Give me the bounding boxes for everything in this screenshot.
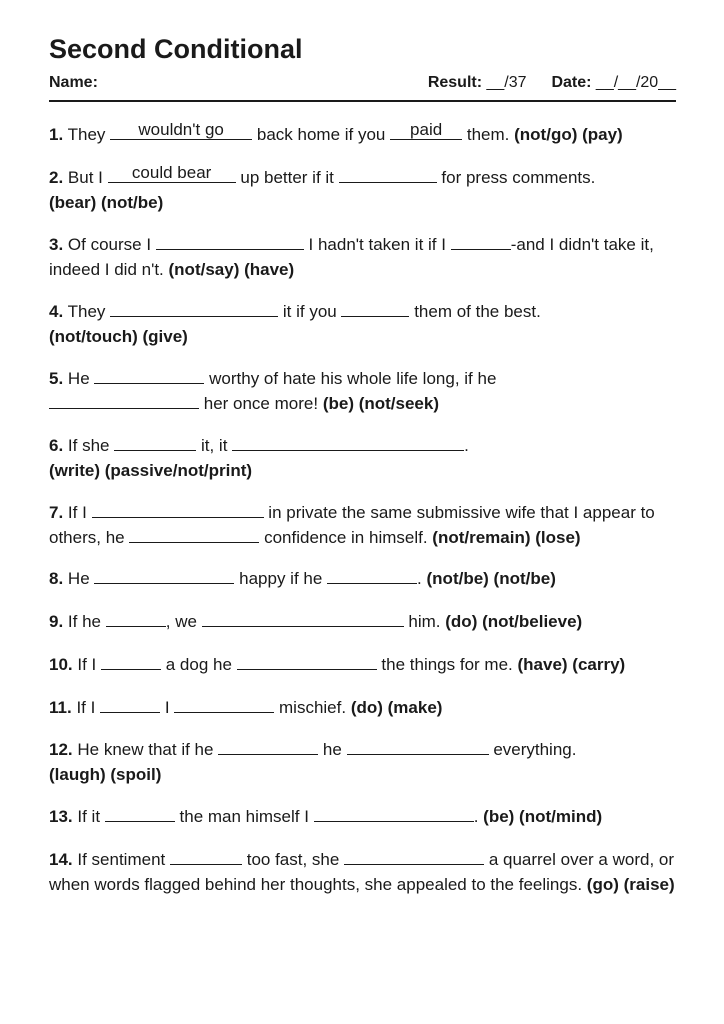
- question-number: 13.: [49, 807, 73, 826]
- question-text: up better if it: [240, 168, 334, 187]
- verb-hint: (do) (not/believe): [445, 612, 583, 631]
- answer-text: could bear: [131, 163, 212, 182]
- answer-blank[interactable]: [451, 232, 511, 250]
- question-number: 9.: [49, 612, 64, 631]
- verb-hint: (have) (carry): [517, 655, 626, 674]
- question-text: them.: [466, 125, 510, 144]
- question-text: too fast, she: [246, 850, 340, 869]
- question-text: But I: [67, 168, 103, 187]
- question-14: [49, 847, 676, 897]
- question-text: If it: [77, 807, 101, 826]
- answer-blank[interactable]: [106, 609, 166, 627]
- question-text: If he: [67, 612, 102, 631]
- answer-blank[interactable]: [170, 847, 242, 865]
- answer-blank[interactable]: [156, 232, 304, 250]
- question-text: He knew that if he: [77, 740, 214, 759]
- answer-blank[interactable]: [232, 433, 464, 451]
- question-text: a quarrel over a word, or when words flagged behind her thoughts, she appealed to the feelings.: [49, 850, 675, 894]
- question-5: [49, 366, 676, 416]
- question-text: .: [417, 569, 422, 588]
- answer-blank[interactable]: [101, 652, 161, 670]
- answer-blank[interactable]: [314, 804, 474, 822]
- verb-hint: (not/say) (have): [168, 260, 295, 279]
- question-number: 3.: [49, 235, 64, 254]
- question-text: confidence in himself.: [264, 528, 428, 547]
- question-text: for press comments.: [441, 168, 596, 187]
- verb-hint: (be) (not/mind): [483, 807, 603, 826]
- question-number: 2.: [49, 168, 64, 187]
- question-text: he: [322, 740, 342, 759]
- answer-text: wouldn't go: [138, 120, 224, 139]
- answer-blank[interactable]: [341, 299, 409, 317]
- page-title: Second Conditional: [49, 34, 303, 64]
- answer-blank[interactable]: [100, 695, 160, 713]
- answer-blank[interactable]: [108, 165, 236, 183]
- question-number: 1.: [49, 125, 64, 144]
- question-text: I: [164, 698, 170, 717]
- question-text: it, it: [200, 436, 228, 455]
- answer-blank[interactable]: [327, 566, 417, 584]
- verb-hint: (not/touch) (give): [49, 327, 188, 346]
- question-text: .: [473, 807, 479, 826]
- question-number: 6.: [49, 436, 64, 455]
- question-text: I hadn't taken it if I: [308, 235, 446, 254]
- question-text: mischief.: [279, 698, 347, 717]
- question-10: [49, 652, 676, 677]
- question-6: [49, 433, 676, 483]
- answer-blank[interactable]: [129, 525, 259, 543]
- question-number: 4.: [49, 302, 64, 321]
- question-text: worthy of hate his whole life long, if he: [209, 369, 497, 388]
- answer-blank[interactable]: [94, 366, 204, 384]
- question-7: [49, 500, 676, 550]
- result-value: __/37: [486, 74, 527, 91]
- question-2: [49, 165, 676, 215]
- name-label: Name:: [49, 74, 98, 91]
- verb-hint: (do) (make): [350, 698, 443, 717]
- verb-hint: (be) (not/seek): [322, 394, 439, 413]
- verb-hint: (not/go) (pay): [514, 125, 623, 144]
- answer-blank[interactable]: [114, 433, 196, 451]
- verb-hint: (laugh) (spoil): [49, 765, 162, 784]
- question-text: a dog he: [165, 655, 232, 674]
- verb-hint: (not/remain) (lose): [432, 528, 581, 547]
- question-text: He: [67, 569, 90, 588]
- verb-hint: (not/be) (not/be): [426, 569, 556, 588]
- question-text: He: [67, 369, 90, 388]
- question-text: the man himself I: [179, 807, 309, 826]
- question-number: 5.: [49, 369, 64, 388]
- question-number: 12.: [49, 740, 73, 759]
- date-value: __/__/20__: [595, 74, 676, 91]
- question-text: -and I didn't take it, indeed I did n't.: [49, 235, 654, 279]
- question-text: the things for me.: [381, 655, 513, 674]
- result-date-group: [428, 74, 676, 92]
- verb-hint: (write) (passive/not/print): [49, 461, 253, 480]
- question-text: If sentiment: [77, 850, 166, 869]
- answer-blank[interactable]: [94, 566, 234, 584]
- question-text: happy if he: [239, 569, 323, 588]
- question-text: If I: [77, 655, 97, 674]
- question-3: [49, 232, 676, 282]
- question-text: them of the best.: [414, 302, 541, 321]
- question-number: 11.: [49, 698, 72, 717]
- question-number: 14.: [49, 850, 73, 869]
- question-1: [49, 122, 676, 147]
- question-text: .: [464, 436, 469, 455]
- result-label: Result:: [427, 74, 483, 91]
- question-text: Of course I: [67, 235, 152, 254]
- question-number: 8.: [49, 569, 64, 588]
- question-9: [49, 609, 676, 634]
- answer-blank[interactable]: [344, 847, 484, 865]
- question-text: her once more!: [203, 394, 319, 413]
- answer-blank[interactable]: [110, 299, 278, 317]
- question-text: back home if you: [256, 125, 386, 144]
- answer-blank[interactable]: [339, 165, 437, 183]
- question-text: They: [67, 302, 106, 321]
- answer-blank[interactable]: [218, 737, 318, 755]
- header-divider: [49, 100, 676, 102]
- question-text: If she: [67, 436, 110, 455]
- question-number: 10.: [49, 655, 73, 674]
- answer-blank[interactable]: [92, 500, 264, 518]
- question-text: If I: [76, 698, 96, 717]
- answer-text: paid: [410, 120, 443, 139]
- answer-blank[interactable]: [237, 652, 377, 670]
- answer-blank[interactable]: [110, 122, 252, 140]
- question-13: [49, 804, 676, 829]
- question-text: They: [67, 125, 106, 144]
- answer-blank[interactable]: [347, 737, 489, 755]
- question-text: , we: [165, 612, 197, 631]
- question-text: everything.: [493, 740, 577, 759]
- answer-blank[interactable]: [49, 391, 199, 409]
- question-4: [49, 299, 676, 349]
- answer-blank[interactable]: [174, 695, 274, 713]
- question-text: it if you: [282, 302, 337, 321]
- date-label: Date:: [551, 74, 592, 91]
- verb-hint: (bear) (not/be): [49, 193, 164, 212]
- answer-blank[interactable]: [105, 804, 175, 822]
- answer-blank[interactable]: [390, 122, 462, 140]
- question-text: If I: [67, 503, 87, 522]
- question-11: [49, 695, 676, 720]
- question-12: [49, 737, 676, 787]
- question-8: [49, 566, 676, 591]
- verb-hint: (go) (raise): [586, 875, 675, 894]
- question-text: him.: [408, 612, 441, 631]
- question-number: 7.: [49, 503, 64, 522]
- answer-blank[interactable]: [202, 609, 404, 627]
- question-text: in private the same submissive wife that I appear to others, he: [49, 503, 655, 547]
